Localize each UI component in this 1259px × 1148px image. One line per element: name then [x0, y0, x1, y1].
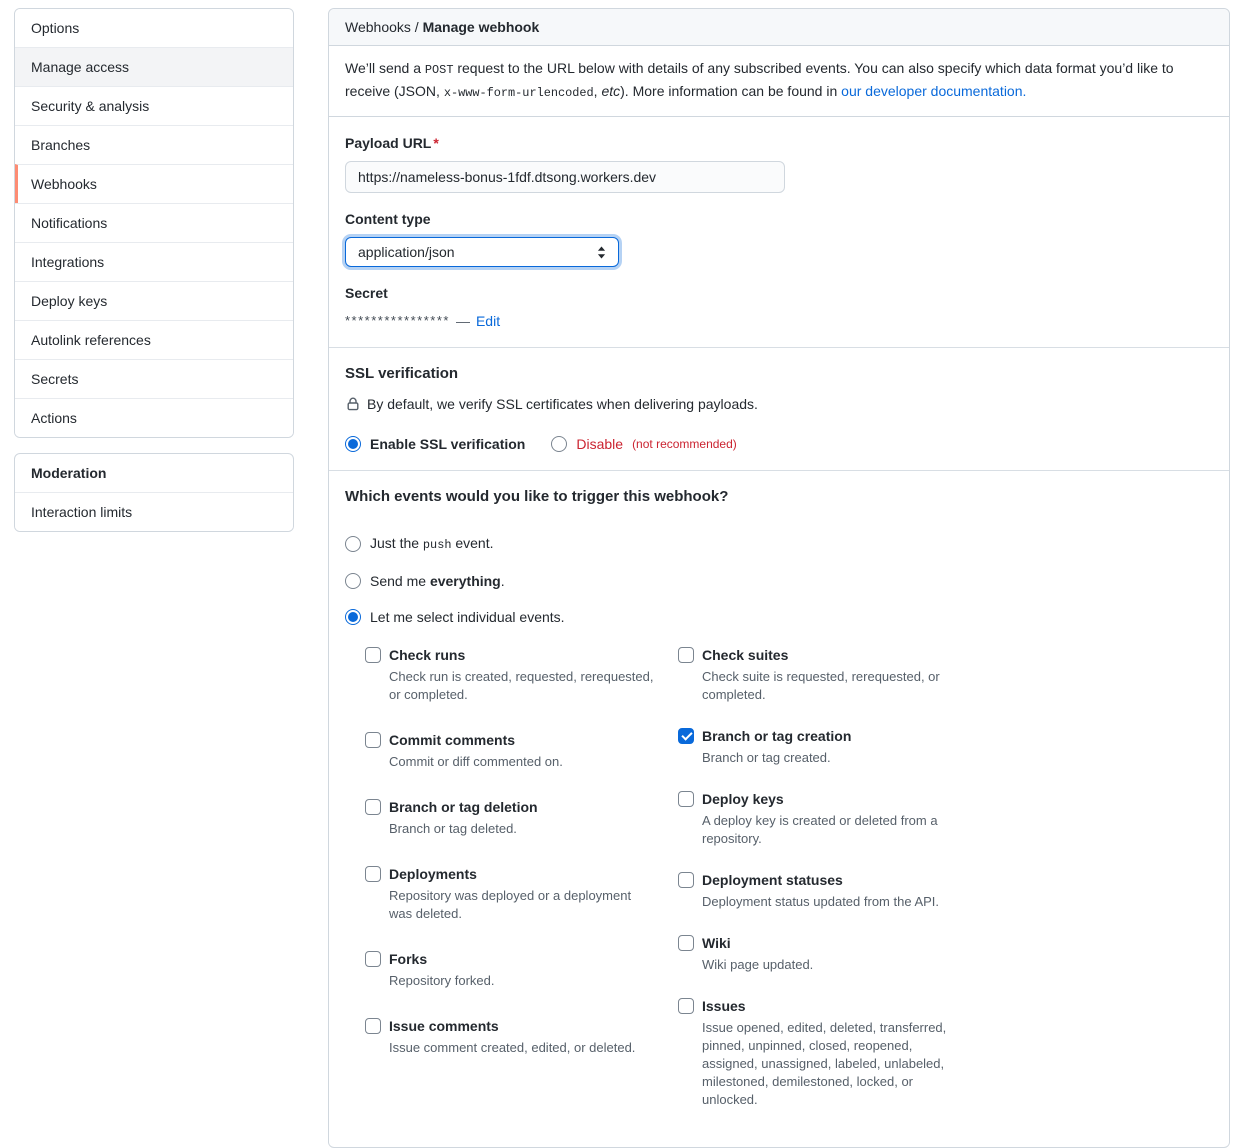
content-type-select[interactable]	[345, 237, 619, 267]
sidebar-item-webhooks[interactable]	[15, 164, 293, 203]
breadcrumb-current: Manage webhook	[422, 19, 540, 35]
moderation-section-header: Moderation	[31, 465, 107, 481]
everything-bold: everything	[429, 573, 501, 589]
event-title[interactable]: Branch or tag deletion	[389, 799, 538, 815]
just-push-label[interactable]	[370, 533, 494, 555]
deployments-checkbox[interactable]	[365, 866, 381, 882]
event-item-deployments	[365, 864, 657, 923]
breadcrumb	[329, 9, 1229, 46]
sidebar-item-options[interactable]	[15, 9, 293, 47]
check-runs-checkbox[interactable]	[365, 647, 381, 663]
sidebar-item-integrations[interactable]	[15, 242, 293, 281]
event-title[interactable]: Issue comments	[389, 1018, 499, 1034]
event-title[interactable]: Deploy keys	[702, 791, 784, 807]
event-item-forks	[365, 949, 657, 990]
breadcrumb-separator: /	[410, 19, 423, 35]
event-description: Wiki page updated.	[702, 957, 814, 972]
forks-checkbox[interactable]	[365, 951, 381, 967]
issue-comments-checkbox[interactable]	[365, 1018, 381, 1034]
event-description: A deploy key is created or deleted from a repository.	[702, 813, 938, 846]
event-item-deploy-keys	[678, 789, 970, 848]
sidebar-item-label: Notifications	[31, 215, 108, 231]
sidebar-item-label: Webhooks	[31, 176, 97, 192]
option-text: .	[500, 573, 505, 589]
settings-sidebar	[14, 8, 294, 532]
sidebar-item-label: Deploy keys	[31, 293, 108, 309]
sidebar-item-label: Manage access	[31, 59, 130, 75]
event-description: Deployment status updated from the API.	[702, 894, 940, 909]
disable-ssl-label[interactable]: Disable	[576, 436, 624, 452]
event-description: Branch or tag created.	[702, 750, 831, 765]
wiki-checkbox[interactable]	[678, 935, 694, 951]
sidebar-item-label: Integrations	[31, 254, 105, 270]
payload-url-label-text: Payload URL	[345, 135, 432, 151]
event-description: Issue opened, edited, deleted, transferred, pinned, unpinned, closed, reopened, assigned, unassigned, labeled, unlabeled, milestoned, demilestoned, locked, or unlocked.	[702, 1020, 947, 1107]
ssl-verification-section	[329, 347, 1229, 470]
secret-edit-link[interactable]: Edit	[475, 313, 501, 329]
event-item-branch-tag-creation	[678, 726, 970, 767]
secret-dash: —	[455, 313, 470, 329]
enable-ssl-radio[interactable]	[345, 436, 361, 452]
sidebar-item-secrets[interactable]	[15, 359, 293, 398]
event-description: Issue comment created, edited, or deleted.	[389, 1040, 636, 1055]
just-push-radio[interactable]	[345, 536, 361, 552]
secret-row	[345, 311, 1213, 331]
sidebar-item-autolink-references[interactable]	[15, 320, 293, 359]
event-description: Repository was deployed or a deployment was deleted.	[389, 888, 632, 921]
sidebar-item-deploy-keys[interactable]	[15, 281, 293, 320]
branch-tag-creation-checkbox[interactable]	[678, 728, 694, 744]
sidebar-item-label: Security & analysis	[31, 98, 150, 114]
commit-comments-checkbox[interactable]	[365, 732, 381, 748]
event-item-deployment-statuses	[678, 870, 970, 911]
sidebar-item-notifications[interactable]	[15, 203, 293, 242]
sidebar-item-label: Branches	[31, 137, 91, 153]
intro-text: ). More information can be found in	[620, 83, 842, 99]
settings-nav-box	[14, 8, 294, 438]
event-item-branch-tag-deletion	[365, 797, 657, 838]
send-everything-radio[interactable]	[345, 573, 361, 589]
moderation-nav-box	[14, 453, 294, 532]
event-item-issue-comments	[365, 1016, 657, 1057]
events-heading: Which events would you like to trigger this webhook?	[345, 488, 729, 505]
deploy-keys-checkbox[interactable]	[678, 791, 694, 807]
event-title[interactable]: Forks	[389, 951, 428, 967]
ssl-heading: SSL verification	[345, 365, 459, 382]
event-title[interactable]: Check suites	[702, 647, 789, 663]
intro-text: We’ll send a	[345, 60, 425, 76]
event-title[interactable]: Check runs	[389, 647, 466, 663]
sidebar-item-label: Autolink references	[31, 332, 151, 348]
webhook-form-section	[329, 117, 1229, 347]
select-arrows-icon	[597, 246, 606, 259]
option-text: Send me	[370, 573, 430, 589]
breadcrumb-webhooks-link[interactable]: Webhooks	[345, 19, 411, 35]
sidebar-item-manage-access[interactable]	[15, 47, 293, 86]
disable-ssl-radio[interactable]	[551, 436, 567, 452]
events-grid	[365, 645, 1213, 1131]
sidebar-item-branches[interactable]	[15, 125, 293, 164]
event-description: Repository forked.	[389, 973, 495, 988]
option-text: Just the	[370, 535, 423, 551]
event-description: Check suite is requested, rerequested, or completed.	[702, 669, 940, 702]
event-item-issues	[678, 996, 970, 1109]
content-type-selected-value: application/json	[358, 244, 455, 260]
branch-tag-deletion-checkbox[interactable]	[365, 799, 381, 815]
sidebar-item-label: Actions	[31, 410, 77, 426]
sidebar-item-label: Secrets	[31, 371, 79, 387]
secret-masked-value: ****************	[345, 313, 450, 328]
secret-label: Secret	[345, 285, 388, 301]
push-code: push	[422, 538, 452, 552]
developer-documentation-link[interactable]: our developer documentation.	[841, 83, 1027, 99]
sidebar-item-security-analysis[interactable]	[15, 86, 293, 125]
event-description: Branch or tag deleted.	[389, 821, 517, 836]
send-everything-label[interactable]	[370, 571, 505, 591]
sidebar-item-interaction-limits[interactable]	[15, 492, 293, 531]
option-text: event.	[451, 535, 494, 551]
intro-etc: etc	[601, 83, 621, 99]
event-title[interactable]: Branch or tag creation	[702, 728, 852, 744]
enable-ssl-label[interactable]: Enable SSL verification	[370, 436, 526, 452]
content-type-label: Content type	[345, 211, 431, 227]
event-item-check-runs	[365, 645, 657, 704]
event-title[interactable]: Issues	[702, 998, 746, 1014]
intro-text: ,	[593, 83, 602, 99]
event-title[interactable]: Deployments	[389, 866, 477, 882]
event-title[interactable]: Wiki	[702, 935, 731, 951]
event-item-commit-comments	[365, 730, 657, 771]
event-item-check-suites	[678, 645, 970, 704]
event-description: Commit or diff commented on.	[389, 754, 563, 769]
webhook-intro-text	[329, 46, 1229, 117]
required-asterisk: *	[433, 135, 439, 151]
payload-url-input[interactable]	[345, 161, 785, 193]
event-description: Check run is created, requested, rerequested, or completed.	[389, 669, 654, 702]
intro-code-urlencoded: x-www-form-urlencoded	[443, 86, 594, 100]
ssl-description: By default, we verify SSL certificates when delivering payloads.	[367, 396, 758, 412]
manage-webhook-panel	[328, 8, 1230, 1148]
check-suites-checkbox[interactable]	[678, 647, 694, 663]
intro-code-post: POST	[424, 63, 454, 77]
select-individual-label[interactable]: Let me select individual events.	[370, 609, 565, 625]
event-title[interactable]: Deployment statuses	[702, 872, 843, 888]
events-section	[329, 470, 1229, 1147]
disable-ssl-note: (not recommended)	[632, 437, 737, 451]
payload-url-label	[345, 133, 1213, 153]
event-title[interactable]: Commit comments	[389, 732, 516, 748]
select-individual-radio[interactable]	[345, 609, 361, 625]
issues-checkbox[interactable]	[678, 998, 694, 1014]
lock-icon	[345, 396, 361, 412]
intro-text: request to the URL below with details of any subscribed events. You can also specify which data format you’d like to receive (JSON,	[345, 60, 1174, 99]
event-item-wiki	[678, 933, 970, 974]
sidebar-item-actions[interactable]	[15, 398, 293, 437]
deployment-statuses-checkbox[interactable]	[678, 872, 694, 888]
sidebar-item-label: Options	[31, 20, 80, 36]
sidebar-item-label: Interaction limits	[31, 504, 133, 520]
